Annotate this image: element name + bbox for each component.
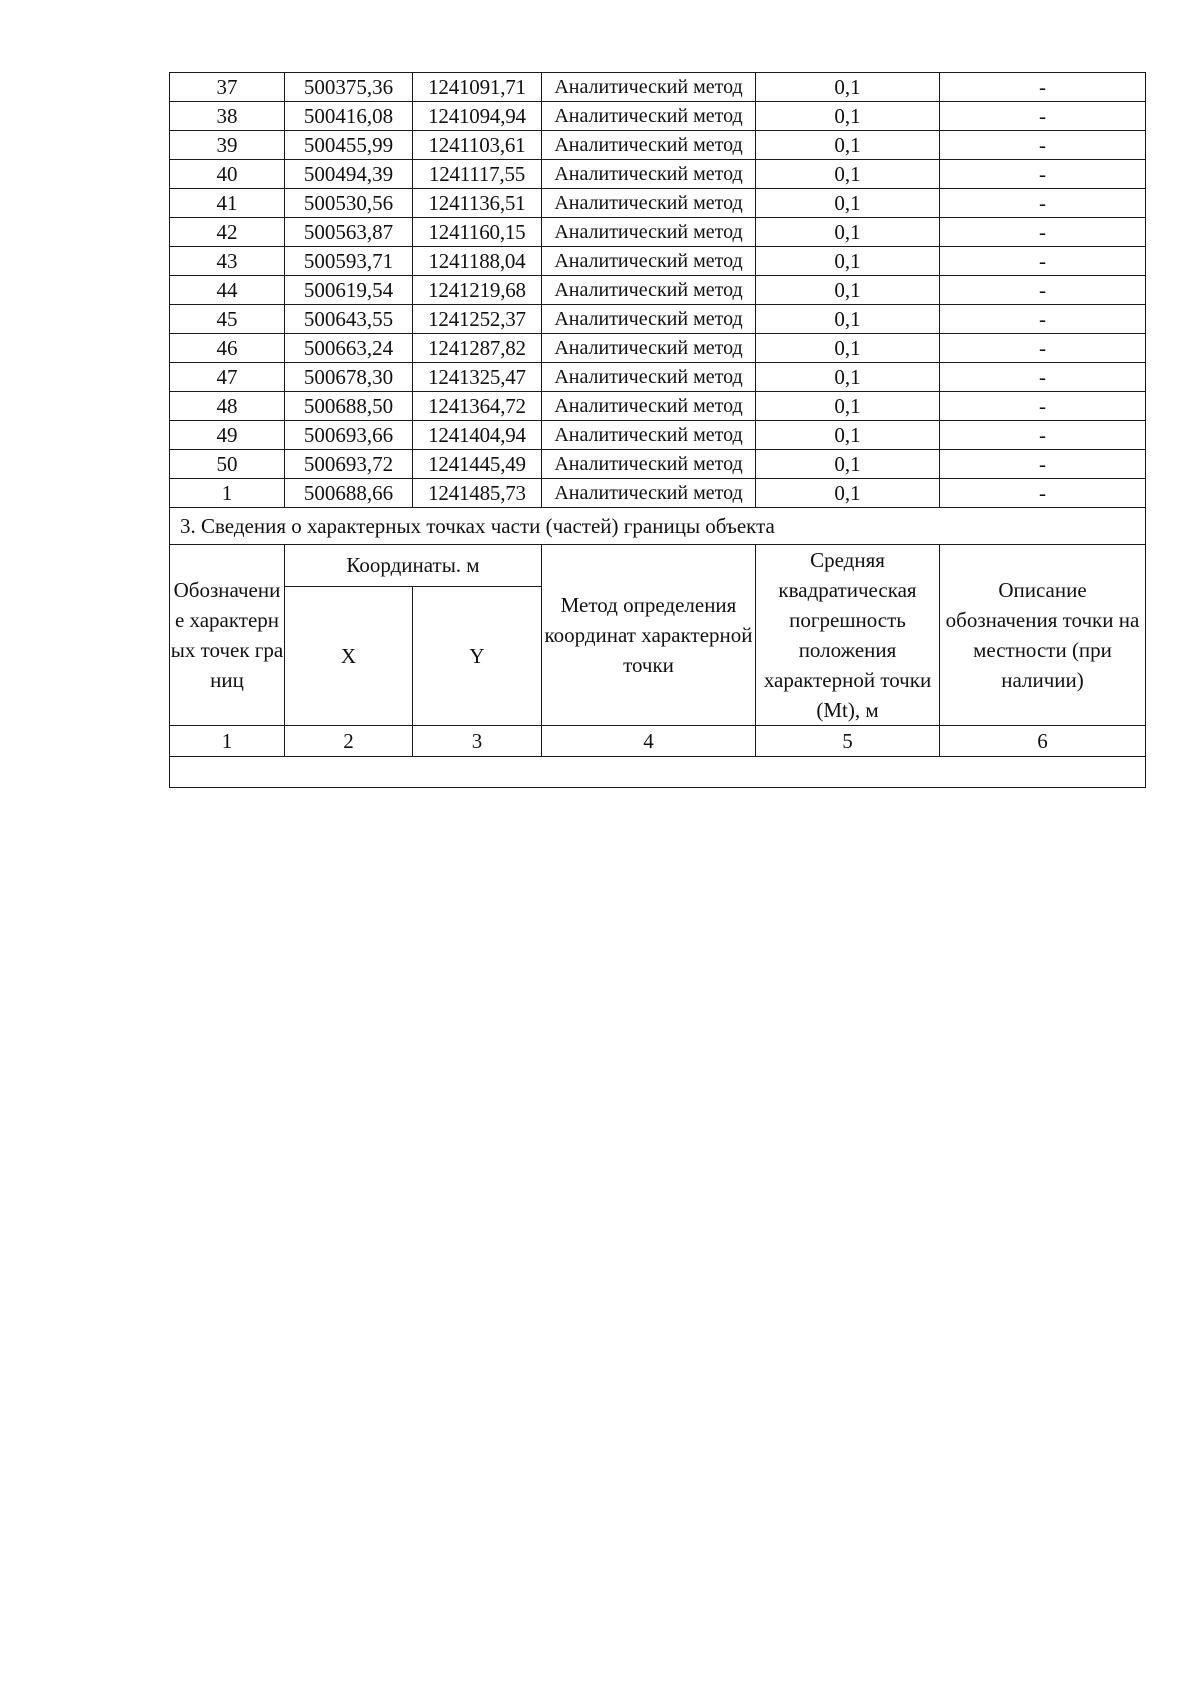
description-cell: - [940, 334, 1146, 363]
table-row [170, 131, 1146, 160]
description-cell: - [940, 421, 1146, 450]
method-cell: Аналитический метод [542, 131, 756, 160]
mean-error-cell: 0,1 [756, 363, 940, 392]
column-number: 4 [542, 726, 756, 757]
point-number-cell: 50 [170, 450, 285, 479]
y-coordinate-cell: 1241252,37 [413, 305, 542, 334]
boundary-points-table [169, 72, 1146, 788]
mean-error-cell: 0,1 [756, 421, 940, 450]
method-cell: Аналитический метод [542, 334, 756, 363]
x-coordinate-cell: 500530,56 [285, 189, 413, 218]
table-row [170, 189, 1146, 218]
table-row [170, 73, 1146, 102]
method-cell: Аналитический метод [542, 479, 756, 508]
y-coordinate-cell: 1241117,55 [413, 160, 542, 189]
x-coordinate-cell: 500678,30 [285, 363, 413, 392]
column-number: 1 [170, 726, 285, 757]
point-number-cell: 45 [170, 305, 285, 334]
header-point-designation: Обозначение характерных точек границ [170, 545, 285, 726]
header-coordinates: Координаты. м [285, 545, 542, 587]
description-cell: - [940, 102, 1146, 131]
point-number-cell: 43 [170, 247, 285, 276]
column-number: 2 [285, 726, 413, 757]
description-cell: - [940, 218, 1146, 247]
table-row [170, 276, 1146, 305]
mean-error-cell: 0,1 [756, 334, 940, 363]
method-cell: Аналитический метод [542, 73, 756, 102]
y-coordinate-cell: 1241287,82 [413, 334, 542, 363]
table-row [170, 363, 1146, 392]
column-number: 5 [756, 726, 940, 757]
point-number-cell: 38 [170, 102, 285, 131]
x-coordinate-cell: 500563,87 [285, 218, 413, 247]
method-cell: Аналитический метод [542, 392, 756, 421]
method-cell: Аналитический метод [542, 421, 756, 450]
y-coordinate-cell: 1241136,51 [413, 189, 542, 218]
mean-error-cell: 0,1 [756, 189, 940, 218]
description-cell: - [940, 305, 1146, 334]
description-cell: - [940, 276, 1146, 305]
x-coordinate-cell: 500693,66 [285, 421, 413, 450]
mean-error-cell: 0,1 [756, 479, 940, 508]
header-method: Метод определения координат характерной точки [542, 545, 756, 726]
point-number-cell: 1 [170, 479, 285, 508]
table-row [170, 334, 1146, 363]
description-cell: - [940, 73, 1146, 102]
point-number-cell: 39 [170, 131, 285, 160]
point-number-cell: 37 [170, 73, 285, 102]
y-coordinate-cell: 1241103,61 [413, 131, 542, 160]
y-coordinate-cell: 1241188,04 [413, 247, 542, 276]
table-row [170, 450, 1146, 479]
table-row [170, 305, 1146, 334]
mean-error-cell: 0,1 [756, 450, 940, 479]
method-cell: Аналитический метод [542, 450, 756, 479]
method-cell: Аналитический метод [542, 247, 756, 276]
y-coordinate-cell: 1241404,94 [413, 421, 542, 450]
description-cell: - [940, 450, 1146, 479]
description-cell: - [940, 247, 1146, 276]
section-3 [170, 508, 1146, 788]
mean-error-cell: 0,1 [756, 218, 940, 247]
header-mean-error: Средняя квадратическая погрешность положения характерной точки (Mt), м [756, 545, 940, 726]
method-cell: Аналитический метод [542, 189, 756, 218]
empty-row [170, 757, 1146, 788]
header-description: Описание обозначения точки на местности (при наличии) [940, 545, 1146, 726]
mean-error-cell: 0,1 [756, 73, 940, 102]
x-coordinate-cell: 500663,24 [285, 334, 413, 363]
y-coordinate-cell: 1241091,71 [413, 73, 542, 102]
point-number-cell: 44 [170, 276, 285, 305]
description-cell: - [940, 189, 1146, 218]
column-number: 3 [413, 726, 542, 757]
x-coordinate-cell: 500455,99 [285, 131, 413, 160]
x-coordinate-cell: 500693,72 [285, 450, 413, 479]
section-3-title: 3. Сведения о характерных точках части (частей) границы объекта [170, 508, 1146, 545]
mean-error-cell: 0,1 [756, 305, 940, 334]
description-cell: - [940, 479, 1146, 508]
y-coordinate-cell: 1241364,72 [413, 392, 542, 421]
y-coordinate-cell: 1241094,94 [413, 102, 542, 131]
mean-error-cell: 0,1 [756, 247, 940, 276]
mean-error-cell: 0,1 [756, 131, 940, 160]
y-coordinate-cell: 1241219,68 [413, 276, 542, 305]
point-number-cell: 48 [170, 392, 285, 421]
x-coordinate-cell: 500619,54 [285, 276, 413, 305]
mean-error-cell: 0,1 [756, 160, 940, 189]
points-table-body [170, 73, 1146, 508]
point-number-cell: 46 [170, 334, 285, 363]
y-coordinate-cell: 1241160,15 [413, 218, 542, 247]
description-cell: - [940, 131, 1146, 160]
header-x: X [285, 586, 413, 725]
column-numbering-row [170, 726, 1146, 757]
y-coordinate-cell: 1241485,73 [413, 479, 542, 508]
x-coordinate-cell: 500643,55 [285, 305, 413, 334]
table-row [170, 160, 1146, 189]
method-cell: Аналитический метод [542, 160, 756, 189]
y-coordinate-cell: 1241445,49 [413, 450, 542, 479]
empty-cell [170, 757, 1146, 788]
table-row [170, 392, 1146, 421]
x-coordinate-cell: 500688,50 [285, 392, 413, 421]
description-cell: - [940, 392, 1146, 421]
table-row [170, 421, 1146, 450]
x-coordinate-cell: 500593,71 [285, 247, 413, 276]
point-number-cell: 41 [170, 189, 285, 218]
table-row [170, 218, 1146, 247]
x-coordinate-cell: 500416,08 [285, 102, 413, 131]
method-cell: Аналитический метод [542, 218, 756, 247]
method-cell: Аналитический метод [542, 363, 756, 392]
method-cell: Аналитический метод [542, 276, 756, 305]
mean-error-cell: 0,1 [756, 276, 940, 305]
description-cell: - [940, 160, 1146, 189]
header-y: Y [413, 586, 542, 725]
point-number-cell: 42 [170, 218, 285, 247]
method-cell: Аналитический метод [542, 305, 756, 334]
x-coordinate-cell: 500688,66 [285, 479, 413, 508]
point-number-cell: 40 [170, 160, 285, 189]
description-cell: - [940, 363, 1146, 392]
x-coordinate-cell: 500494,39 [285, 160, 413, 189]
mean-error-cell: 0,1 [756, 392, 940, 421]
y-coordinate-cell: 1241325,47 [413, 363, 542, 392]
x-coordinate-cell: 500375,36 [285, 73, 413, 102]
point-number-cell: 47 [170, 363, 285, 392]
method-cell: Аналитический метод [542, 102, 756, 131]
table-row [170, 102, 1146, 131]
table-row [170, 247, 1146, 276]
point-number-cell: 49 [170, 421, 285, 450]
column-number: 6 [940, 726, 1146, 757]
table-row [170, 479, 1146, 508]
mean-error-cell: 0,1 [756, 102, 940, 131]
